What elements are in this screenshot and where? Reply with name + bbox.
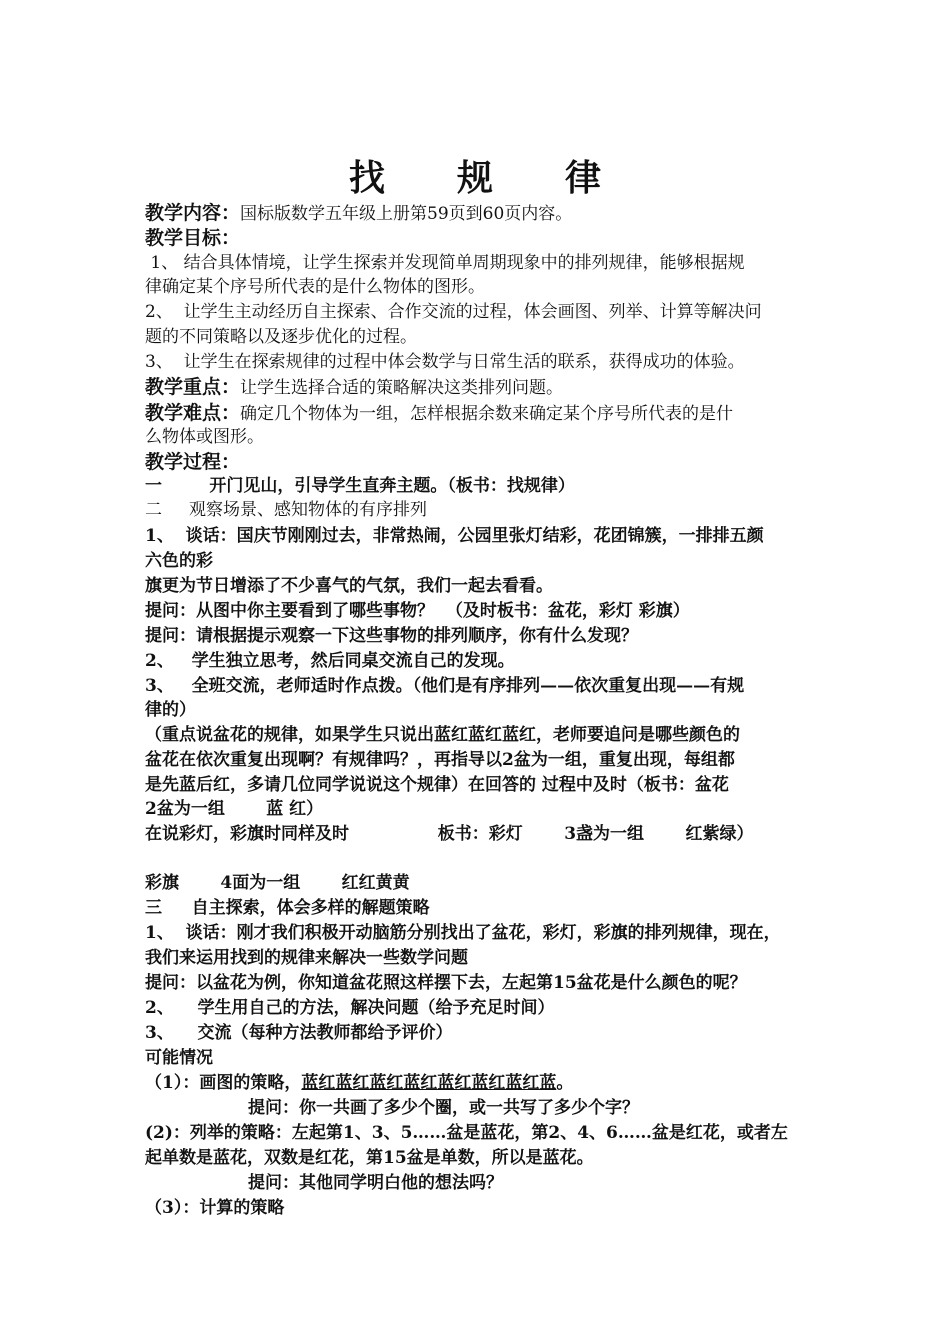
key-text: 让学生选择合适的策略解决这类排列问题。 (240, 378, 564, 398)
drawing-strategy-line (145, 1071, 573, 1095)
section-3-heading: 三 自主探索，体会多样的解题策略 (145, 898, 430, 918)
difficulty-label: 教学难点： (145, 402, 241, 424)
content-text: 国标版数学五年级上册第59页到60页内容。 (240, 204, 573, 224)
process-line: 六色的彩 (145, 551, 213, 571)
process-line: 提问：你一共画了多少个圈，或一共写了多少个字？ (248, 1098, 639, 1118)
process-line: 律的） (145, 700, 196, 720)
drawing-strategy-label: （1）：画图的策略， (145, 1073, 302, 1093)
process-line: 盆花在依次重复出现啊？有规律吗？，再指导以2盆为一组，重复出现，每组都 (145, 750, 735, 770)
goal-1-line-2: 律确定某个序号所代表的是什么物体的图形。 (145, 277, 485, 297)
goal-3-line: 3、 让学生在探索规律的过程中体会数学与日常生活的联系，获得成功的体验。 (145, 352, 745, 372)
title-char: 律 (565, 157, 602, 199)
process-line: （3）：计算的策略 (145, 1198, 285, 1218)
process-line: 提问：其他同学明白他的想法吗？ (248, 1173, 503, 1193)
key-label: 教学重点： (145, 376, 241, 398)
goal-2-line-2: 题的不同策略以及逐步优化的过程。 (145, 327, 417, 347)
process-line: 3、 交流（每种方法教师都给予评价） (145, 1023, 453, 1043)
content-line (145, 201, 572, 226)
document-title (0, 150, 950, 201)
goals-label: 教学目标： (145, 227, 241, 249)
process-line: 在说彩灯，彩旗时同样及时 板书：彩灯 3盏为一组 红紫绿） (145, 824, 754, 844)
process-line: 我们来运用找到的规律来解决一些数学问题 (145, 948, 468, 968)
process-line: 提问：请根据提示观察一下这些事物的排列顺序，你有什么发现？ (145, 626, 638, 646)
process-line: 起单数是蓝花，双数是红花，第15盆是单数，所以是蓝花。 (145, 1148, 594, 1168)
difficulty-line-1 (145, 401, 733, 426)
process-line: 2盆为一组 蓝 红） (145, 799, 324, 819)
title-char: 规 (456, 157, 493, 199)
process-label: 教学过程： (145, 451, 241, 473)
drawing-strategy-end: 。 (556, 1073, 574, 1093)
process-line: 可能情况 (145, 1048, 213, 1068)
process-line: 3、 全班交流，老师适时作点拨。（他们是有序排列——依次重复出现——有规 (145, 676, 745, 696)
content-label: 教学内容： (145, 202, 241, 224)
drawing-strategy-sequence: 蓝红蓝红蓝红蓝红蓝红蓝红蓝红蓝 (301, 1073, 557, 1093)
process-line: 是先蓝后红，多请几位同学说说这个规律）在回答的 过程中及时（板书：盆花 (145, 775, 729, 795)
process-line: 提问：从图中你主要看到了哪些事物？ （及时板书：盆花，彩灯 彩旗） (145, 601, 690, 621)
process-line: 旗更为节日增添了不少喜气的气氛，我们一起去看看。 (145, 576, 553, 596)
process-line: 1、 谈话：国庆节刚刚过去，非常热闹，公园里张灯结彩，花团锦簇，一排排五颜 (145, 526, 764, 546)
section-2-heading: 二 观察场景、感知物体的有序排列 (145, 500, 428, 520)
key-line (145, 375, 563, 400)
title-char: 找 (348, 157, 385, 199)
process-line: (2)：列举的策略：左起第1、3、5……盆是蓝花，第2、4、6……盆是红花，或者左 (145, 1123, 788, 1143)
goal-2-line-1: 2、 让学生主动经历自主探索、合作交流的过程，体会画图、列举、计算等解决问 (145, 302, 762, 322)
process-line: 彩旗 4面为一组 红红黄黄 (145, 873, 410, 893)
process-line: 提问：以盆花为例，你知道盆花照这样摆下去，左起第15盆花是什么颜色的呢？ (145, 973, 747, 993)
process-line: 1、 谈话：刚才我们积极开动脑筋分别找出了盆花，彩灯，彩旗的排列规律，现在， (145, 923, 781, 943)
process-line: 2、 学生用自己的方法，解决问题（给予充足时间） (145, 998, 555, 1018)
process-line: （重点说盆花的规律，如果学生只说出蓝红蓝红蓝红，老师要追问是哪些颜色的 (145, 725, 740, 745)
difficulty-text: 确定几个物体为一组，怎样根据余数来确定某个序号所代表的是什 (240, 404, 734, 424)
process-line: 2、 学生独立思考，然后同桌交流自己的发现。 (145, 651, 515, 671)
goal-1-line-1: 1、 结合具体情境，让学生探索并发现简单周期现象中的排列规律，能够根据规 (145, 253, 745, 273)
difficulty-line-2: 么物体或图形。 (145, 427, 264, 447)
section-1-heading: 一 开门见山，引导学生直奔主题。（板书：找规律） (145, 476, 575, 496)
